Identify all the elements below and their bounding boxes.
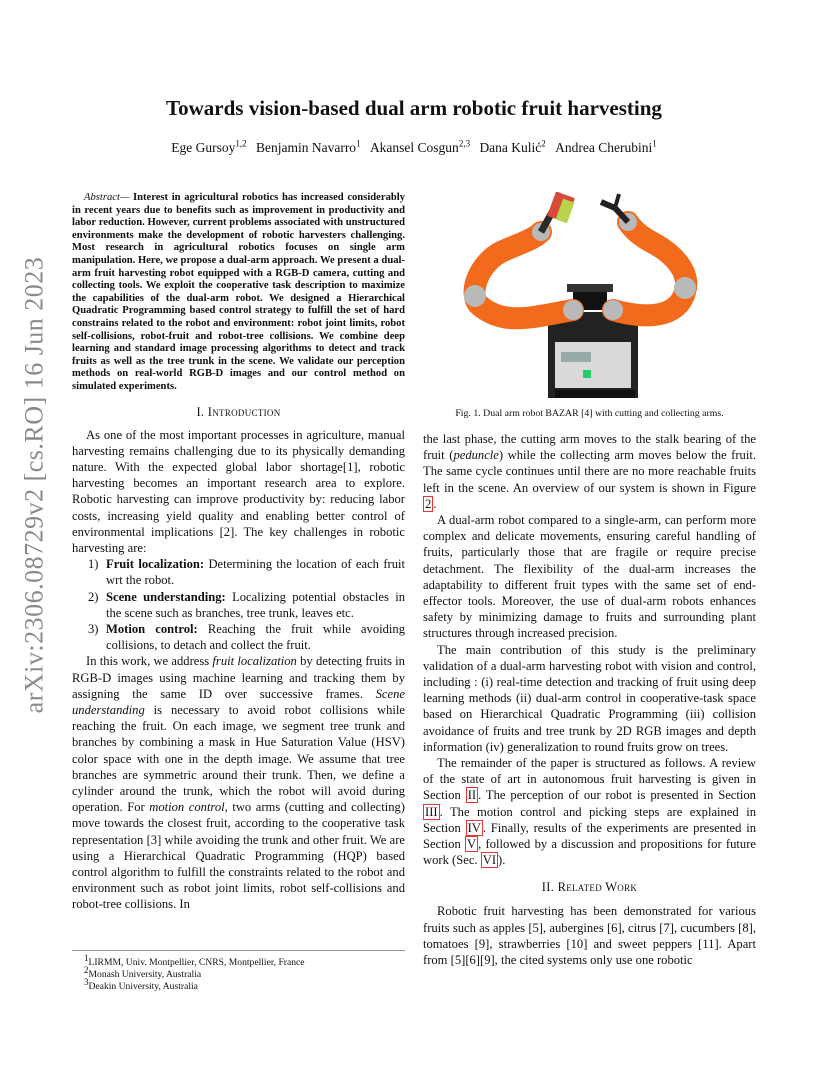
dual-arm-robot-image bbox=[423, 192, 756, 402]
list-item: 3) Motion control: Reaching the fruit while avoiding collisions, to detach and collect the fruit. bbox=[88, 621, 405, 653]
figure-1 bbox=[423, 192, 756, 402]
author: Andrea Cherubini$^1$ bbox=[555, 138, 657, 155]
section-heading: I. Introduction bbox=[196, 404, 281, 419]
robot-panel bbox=[555, 342, 631, 388]
body-paragraph: the last phase, the cutting arm moves to the stalk bearing of the fruit (peduncle) while the collecting arm moves below the fruit. The same cycle continues until there are no more reachable fruits left in the scene. An overview of our system is shown in Figure 2 . bbox=[423, 432, 756, 511]
body-paragraph: The main contribution of this study is the preliminary validation of a dual-arm harvesting robot with vision and control, including : (i) real-time detection and tracking of fruit using deep learning methods (ii) dual-arm control in cooperative-task space based on Hierarchical Quadratic Programming (iii) collision avoidance of fruits and tree trunk by 2D RGB images and depth information (iv) generalization to round fruits grow on trees. bbox=[423, 642, 756, 754]
author: Ege Gursoy$^{1,2}$ bbox=[171, 138, 247, 155]
footnote: $^1$LIRMM, Univ. Montpellier, CNRS, Montpellier, France bbox=[84, 952, 305, 968]
arxiv-side-identifier bbox=[14, 256, 54, 714]
abstract bbox=[72, 192, 405, 394]
abstract-text: Interest in agricultural robotics has increased considerably in recent years due to benefits such as improvement in productivity and labor reduction. However, current problems associated with unstructured environments make the development of robotic harvesters challenging. Most research in agricultural robotics focuses on single arm manipulation. Here, we propose a dual-arm approach. We present a dual-arm fruit harvesting robot equipped with a RGB-D camera, cutting and collecting tools. We exploit the cooperative task description to maximize the capabilities of the dual-arm robot. We designed a Hierarchical Quadratic Programming based control strategy to fulfill the set of hard constrains related to the robot and environment: robot joint limits, robot self-collisions, robot-fruit and robot-tree collisions. We combine deep learning and standard image processing algorithms to detect and track fruits as well as the tree trunk in the scene. We validate our perception methods on real-world RGB-D images and our control method on simulated experiments. bbox=[72, 192, 405, 392]
right-arm bbox=[613, 222, 686, 315]
body-paragraph: The remainder of the paper is structured as follows. A review of the state of art in autonomous fruit harvesting is given in Section II . The perception of our robot is presented in Section III . The motion control and picking steps are explained in Section IV . Finally, results of the experiments are presented in Section V , followed by a discussion and propositions for future work (Sec. VI ). bbox=[423, 756, 756, 868]
body-paragraph: Robotic fruit harvesting has been demonstrated for various fruits such as apples [5], aubergines [6], citrus [7], cucumbers [8], tomatoes [9], strawberries [10] and sweet peppers [11]. Apart from [5][6][9], the cited systems only use one robotic bbox=[423, 904, 756, 968]
author: Benjamin Navarro$^1$ bbox=[255, 138, 361, 155]
body-paragraph: A dual-arm robot compared to a single-arm, can perform more complex and delicate movements, ensuring careful handling of fruits, particularly those that are fragile or require precise detachment. The flexibility of the dual-arm increases the adaptability to different fruit types with the same set of end-effector tools. Moreover, the use of dual-arm robots enhances safety by minimizing damage to fruits and surrounding plant structures through increased precision. bbox=[423, 513, 756, 641]
section-reference-link[interactable]: VI bbox=[482, 853, 497, 868]
right-column bbox=[423, 192, 756, 968]
left-arm bbox=[475, 232, 573, 318]
section-heading: II. Related Work bbox=[541, 880, 638, 895]
figure-caption: Fig. 1. Dual arm robot BAZAR [4] with cutting and collecting arms. bbox=[455, 408, 724, 419]
section-reference-link[interactable]: III bbox=[425, 804, 438, 819]
section-reference-link[interactable]: V bbox=[467, 837, 477, 852]
abstract-label: Abstract— bbox=[84, 192, 130, 203]
intro-paragraph: In this work, we address fruit localization by detecting fruits in RGB-D images using machine learning and tracking them by assigning the same ID over successive frames. Scene understanding is necessary to avoid robot collisions while reaching the fruit. On each image, we segment tree trunk and branches by combining a mask in Hue Saturation Value (HSV) color space with one in the depth image. We assume that tree branches are symmetric around their trunk. Then, we define a cylinder around the trunk, which the robot will avoid during operation. For motion control, two arms (cutting and collecting) move towards the closest fruit, according to the cooperative task representation [3] while avoiding the trunk and other fruit. We are using a Hierarchical Quadratic Programming (HQP) based control algorithm to fulfill the constraints related to the robot and environment such as robot joint limits, robot self-collisions and robot-tree collisions. In bbox=[72, 654, 406, 912]
challenge-list bbox=[72, 556, 405, 653]
footnote: $^2$Monash University, Australia bbox=[84, 964, 202, 980]
author: Dana Kulić$^2$ bbox=[479, 138, 546, 155]
footnotes bbox=[72, 950, 405, 993]
paper-title: Towards vision-based dual arm robotic fruit harvesting bbox=[166, 96, 662, 120]
list-item: 2) Scene understanding: Localizing potential obstacles in the scene such as branches, tree trunk, leaves etc. bbox=[88, 589, 405, 620]
intro-paragraph: As one of the most important processes in agriculture, manual harvesting remains challenging due to its physically demanding nature. With the expected global labor shortage[1], robotic harvesting becomes an important research area to explore. Robotic harvesting can improve productivity by: reducing labor costs, increasing yield quality and enabling better control of environmental implications [2]. The key challenges in robotic harvesting are: bbox=[72, 427, 405, 555]
author: Akansel Cosgun$^{2,3}$ bbox=[369, 138, 471, 155]
list-item: 1) Fruit localization: Determining the location of each fruit wrt the robot. bbox=[88, 557, 406, 588]
left-column bbox=[72, 192, 405, 913]
section-reference-link[interactable]: IV bbox=[467, 820, 481, 835]
author-list bbox=[0, 140, 828, 156]
footnote: $^3$Deakin University, Australia bbox=[84, 976, 198, 992]
arxiv-id-text: arXiv:2306.08729v2 [cs.RO] 16 Jun 2023 bbox=[19, 256, 49, 714]
status-light bbox=[583, 370, 591, 378]
section-reference-link[interactable]: II bbox=[467, 788, 477, 803]
figure-reference-link[interactable]: 2 bbox=[425, 496, 432, 511]
